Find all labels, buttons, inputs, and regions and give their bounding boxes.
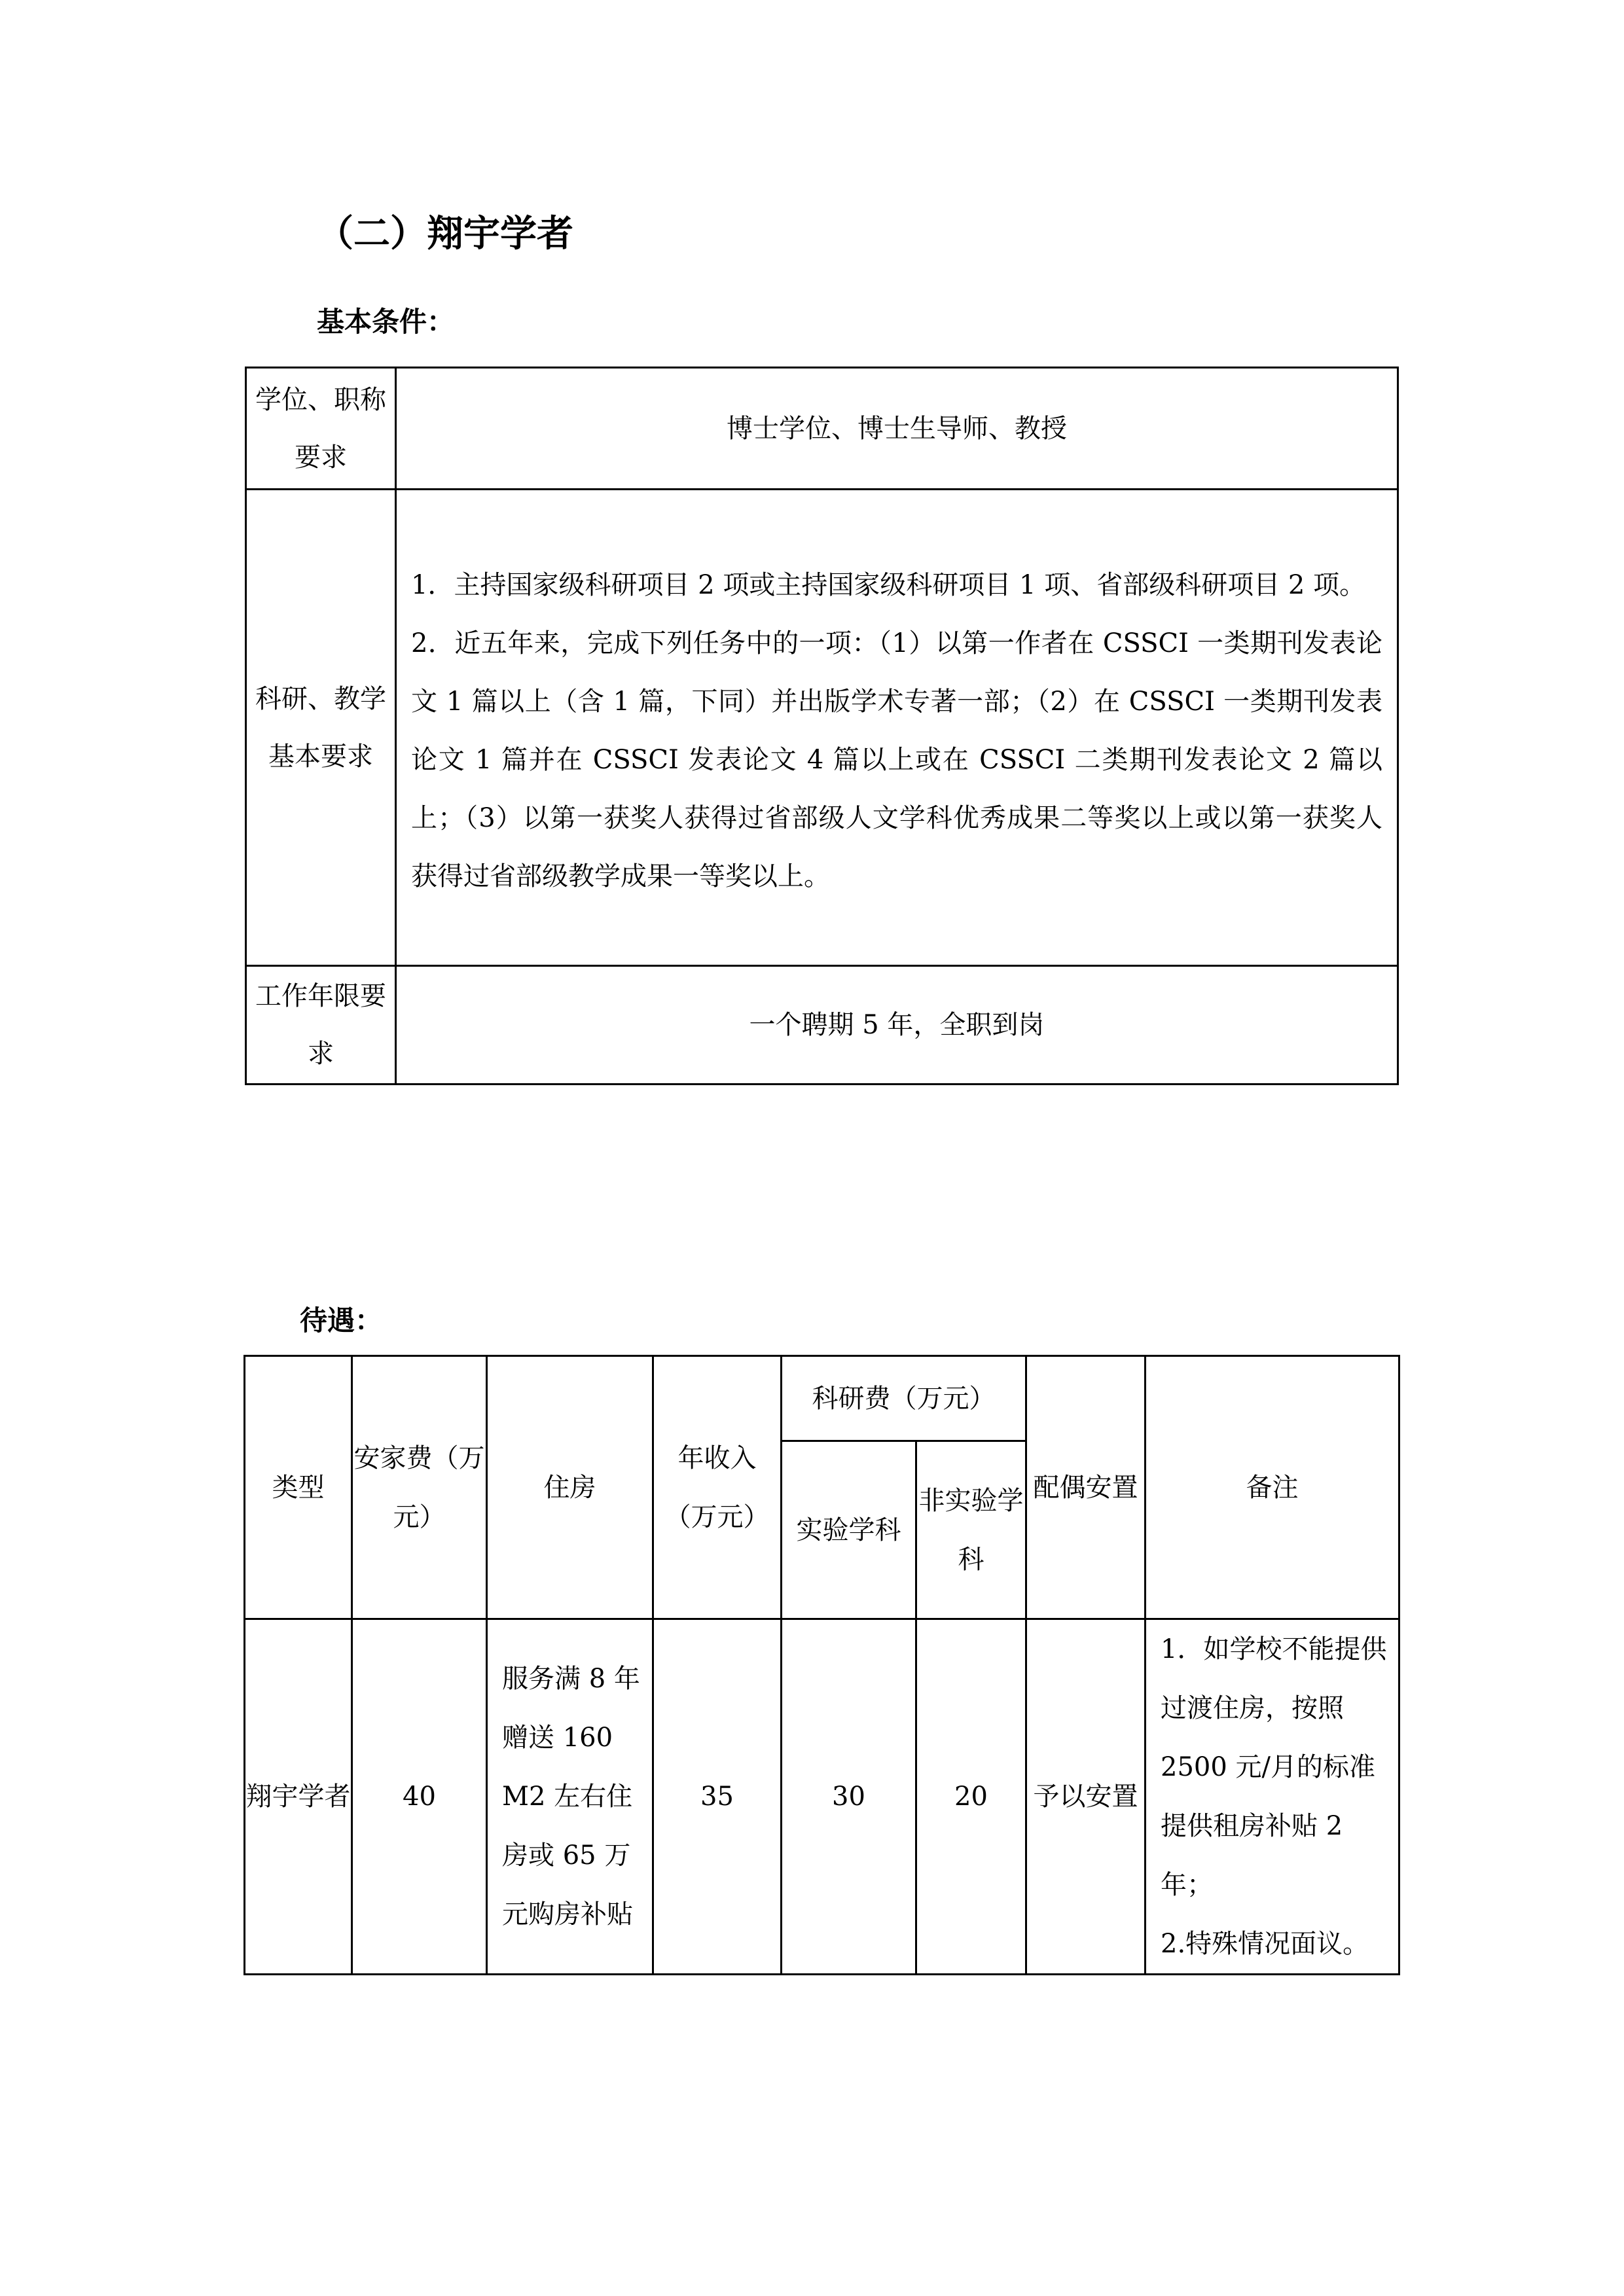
research-requirements <box>396 490 1398 966</box>
degree-label: 学位、职称要求 <box>246 368 396 490</box>
header-spouse: 配偶安置 <box>1026 1356 1146 1619</box>
cell-type: 翔宇学者 <box>245 1619 352 1975</box>
benefits-heading: 待遇： <box>300 1304 383 1336</box>
header-nonlab: 非实验学科 <box>916 1441 1026 1619</box>
header-lab: 实验学科 <box>782 1441 916 1619</box>
table-header-row <box>245 1356 1399 1441</box>
degree-value: 博士学位、博士生导师、教授 <box>396 368 1398 490</box>
table-row <box>245 1619 1399 1975</box>
benefits-table <box>244 1355 1400 1975</box>
cell-lab: 30 <box>782 1619 916 1975</box>
research-item: 1．主持国家级科研项目 2 项或主持国家级科研项目 1 项、省部级科研项目 2 项。 <box>411 569 1366 600</box>
table-row <box>246 368 1398 490</box>
header-type: 类型 <box>245 1356 352 1619</box>
header-research-fund: 科研费（万元） <box>782 1356 1026 1441</box>
research-label: 科研、教学基本要求 <box>246 490 396 966</box>
cell-nonlab: 20 <box>916 1619 1026 1975</box>
cell-income: 35 <box>653 1619 782 1975</box>
note-item: 2.特殊情况面议。 <box>1161 1929 1369 1959</box>
basic-conditions-heading: 基本条件： <box>317 306 455 338</box>
note-item: 1．如学校不能提供过渡住房，按照 2500 元/月的标准提供租房补贴 2 年； <box>1161 1634 1387 1900</box>
header-housing: 住房 <box>487 1356 653 1619</box>
years-label: 工作年限要求 <box>246 966 396 1085</box>
cell-notes <box>1146 1619 1399 1975</box>
cell-settling: 40 <box>352 1619 487 1975</box>
header-notes: 备注 <box>1146 1356 1399 1619</box>
research-item: 2．近五年来，完成下列任务中的一项：（1）以第一作者在 CSSCI 一类期刊发表论文 1 篇以上（含 1 篇，下同）并出版学术专著一部；（2）在 CSSCI 一类期刊发表论文 1 篇并在 CSSCI 发表论文 4 篇以上或在 CSSCI 二类期刊发表论文 2 篇以上；（3）以第一获奖人获得过省部级人文学科优秀成果二等奖以上或以第一获奖人获得过省部级教学成果一等奖以上。 <box>411 628 1382 891</box>
years-value: 一个聘期 5 年，全职到岗 <box>396 966 1398 1085</box>
header-income: 年收入（万元） <box>653 1356 782 1619</box>
table-row <box>246 966 1398 1085</box>
cell-spouse: 予以安置 <box>1026 1619 1146 1975</box>
cell-housing: 服务满 8 年赠送 160 M2 左右住房或 65 万元购房补贴 <box>487 1619 653 1975</box>
section-title: （二）翔宇学者 <box>317 213 573 255</box>
header-settling: 安家费（万元） <box>352 1356 487 1619</box>
table-row <box>246 490 1398 966</box>
conditions-table <box>245 367 1399 1085</box>
